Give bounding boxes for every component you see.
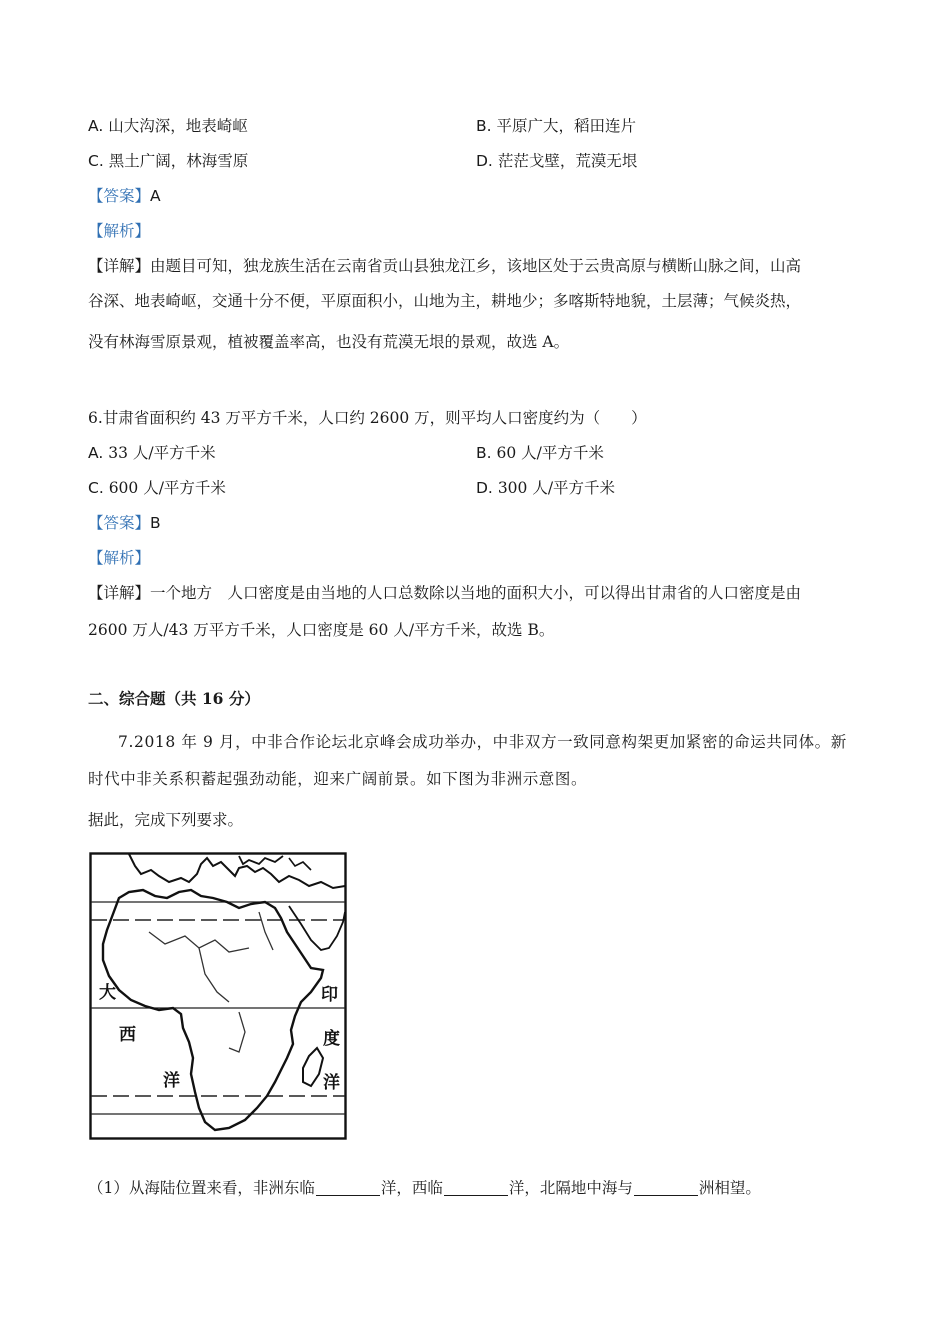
q6-option-b: B. 60 人/平方千米 — [476, 444, 604, 462]
africa-map-figure — [89, 852, 347, 1140]
q5-detail-line-1: 【详解】由题目可知，独龙族生活在云南省贡山县独龙江乡，该地区处于云贵高原与横断山脉之间，山高 — [88, 257, 802, 275]
q6-analysis-tag: 【解析】 — [88, 549, 151, 567]
q5-option-b: B. 平原广大，稻田连片 — [476, 117, 637, 135]
q6-stem: 6.甘肃省面积约 43 万平方千米，人口约 2600 万，则平均人口密度约为（ ） — [88, 409, 647, 427]
africa-map — [89, 852, 347, 1140]
q6-answer: 【答案】B — [88, 514, 161, 532]
q5-option-a: A. 山大沟深，地表崎岖 — [88, 117, 248, 135]
q7-stem-line-1: 7.2018 年 9 月，中非合作论坛北京峰会成功举办，中非双方一致同意构架更加紧密的命运共同体。新 — [118, 733, 847, 751]
q5-analysis-tag: 【解析】 — [88, 222, 151, 240]
q7-stem-line-2: 时代中非关系积蓄起强劲动能，迎来广阔前景。如下图为非洲示意图。 — [88, 770, 588, 788]
map-label-yang-west: 洋 — [163, 1071, 180, 1091]
q7-sub1: （1）从海陆位置来看，非洲东临 洋，西临 洋，北隔地中海与 洲相望。 — [88, 1179, 761, 1197]
q5-option-c: C. 黑土广阔，林海雪原 — [88, 152, 249, 170]
map-label-yin: 印 — [321, 985, 338, 1005]
map-label-xi: 西 — [119, 1025, 136, 1045]
blank-west-ocean[interactable] — [444, 1179, 508, 1196]
blank-continent[interactable] — [634, 1179, 698, 1196]
q5-answer: 【答案】A — [88, 187, 161, 205]
map-label-da: 大 — [99, 983, 116, 1003]
q5-detail-line-2: 谷深、地表崎岖，交通十分不便，平原面积小，山地为主，耕地少；多喀斯特地貌，土层薄；气候炎热， — [88, 292, 802, 310]
map-label-yang-east: 洋 — [323, 1073, 340, 1093]
q6-option-d: D. 300 人/平方千米 — [476, 479, 616, 497]
map-label-du: 度 — [323, 1029, 340, 1049]
q5-option-d: D. 茫茫戈壁，荒漠无垠 — [476, 152, 638, 170]
blank-east-ocean[interactable] — [316, 1179, 380, 1196]
q7-instruction: 据此，完成下列要求。 — [88, 811, 244, 829]
q6-option-c: C. 600 人/平方千米 — [88, 479, 226, 497]
q6-detail-line-2: 2600 万人/43 万平方千米，人口密度是 60 人/平方千米，故选 B。 — [88, 621, 555, 639]
section-heading: 二、综合题（共 16 分） — [88, 689, 260, 708]
q5-detail-line-3: 没有林海雪原景观，植被覆盖率高，也没有荒漠无垠的景观，故选 A。 — [88, 333, 570, 351]
q6-option-a: A. 33 人/平方千米 — [88, 444, 216, 462]
q6-detail-line-1: 【详解】一个地方 人口密度是由当地的人口总数除以当地的面积大小，可以得出甘肃省的人口密度是由 — [88, 584, 802, 602]
